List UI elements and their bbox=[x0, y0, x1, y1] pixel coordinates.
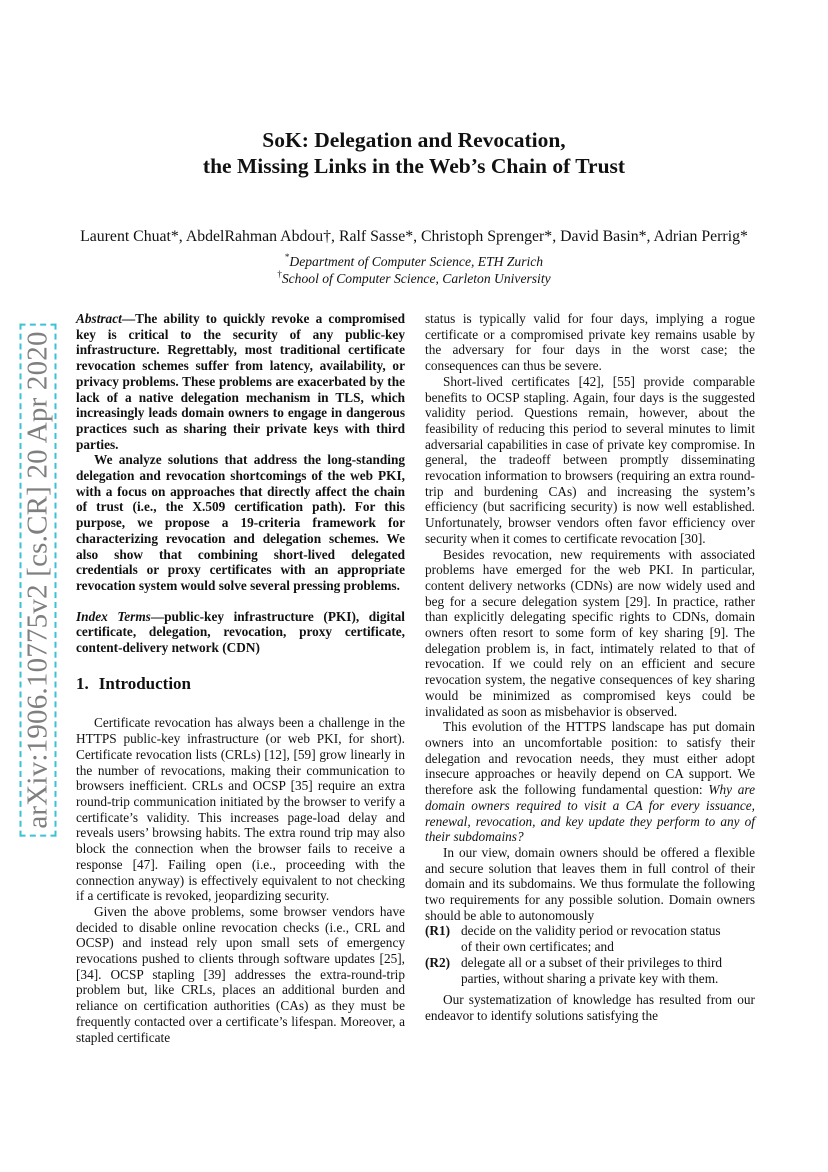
requirement-r1 bbox=[425, 923, 755, 954]
affiliation-mark: * bbox=[284, 252, 290, 262]
abstract-text-1: The ability to quickly revoke a compromised key is critical to the security of any public-key infrastructure. Regrettably, most traditional certificate revocation schemes suffer from latency, availability, or privacy problems. These problems are exacerbated by the lack of a native delegation mechanism in TLS, which increasingly leads domain owners to engage in dangerous practices such as sharing their private keys with third parties. bbox=[76, 311, 405, 452]
arxiv-identifier[interactable]: arXiv:1906.10775v2 [cs.CR] 20 Apr 2020 bbox=[20, 323, 57, 836]
index-terms-text: public-key infrastructure (PKI), digital certificate, delegation, revocation, proxy certificate, content-delivery network (CDN) bbox=[76, 608, 405, 656]
requirement-text-cont: of their own certificates; and bbox=[461, 939, 614, 955]
research-question: Why are domain owners required to visit a CA for every issuance, renewal, revocation, and key update they perform to any of their subdomains? bbox=[425, 782, 755, 845]
index-terms-dash: — bbox=[150, 608, 165, 624]
body-paragraph-short-lived: Short-lived certificates [42], [55] provide comparable benefits to OCSP stapling. Again, four days is the suggested validity period. Questions remain, however, about the feasibility of reducing this period to several minutes to limit adversarial capabilities in case of private key compromise. In general, the tradeoff between promptly disseminating revocation information to browsers (requiring an extra round-trip and burdening CAs) and increasing the system’s efficiency (but sacrificing security) is now well established. Unfortunately, browser vendors often favor efficiency over security when it comes to certificate revocation [30]. bbox=[425, 373, 755, 546]
paper-title bbox=[100, 127, 728, 179]
requirement-text-cont: parties, without sharing a private key with them. bbox=[461, 970, 719, 986]
body-paragraph-delegation: Besides revocation, new requirements with associated problems have emerged for the web PKI. In particular, content delivery networks (CDNs) are now widely used and beg for a secure delegation system [29]. In practice, rather than explicitly delegating specific rights to CDNs, domain owners often resort to some form of key sharing [9]. The delegation problem is, in fact, intimately related to that of revocation. If we could rely on an efficient and secure revocation system, the negative consequences of key sharing would be minimized as compromised keys could be invalidated as soon as misbehavior is observed. bbox=[425, 546, 755, 719]
affiliation-mark: † bbox=[277, 269, 282, 279]
requirement-label: (R2) bbox=[425, 954, 451, 970]
body-paragraph-sok: Our systematization of knowledge has resulted from our endeavor to identify solutions satisfying the bbox=[425, 992, 755, 1023]
section-heading-introduction bbox=[76, 673, 405, 693]
section-title: Introduction bbox=[98, 673, 192, 693]
arxiv-stamp bbox=[14, 330, 62, 830]
section-number: 1. bbox=[76, 673, 89, 693]
body-paragraph-continued: status is typically valid for four days, implying a rogue certificate or a compromised private key remains usable by the adversary for four days in the worst case; the consequences can thus be severe. bbox=[425, 311, 755, 374]
left-column bbox=[76, 311, 405, 1045]
abstract-label: Abstract bbox=[76, 311, 122, 326]
affiliation-carleton bbox=[100, 271, 728, 287]
index-terms bbox=[76, 609, 405, 656]
affiliation-text: School of Computer Science, Carleton University bbox=[281, 271, 551, 286]
title-line-1: SoK: Delegation and Revocation, bbox=[262, 128, 566, 152]
affiliation-eth bbox=[100, 254, 728, 270]
requirement-label: (R1) bbox=[425, 923, 451, 939]
abstract-dash: — bbox=[121, 311, 136, 326]
requirement-text: delegate all or a subset of their privileges to third bbox=[461, 954, 723, 970]
affiliation-text: Department of Computer Science, ETH Zurich bbox=[289, 254, 544, 269]
requirement-text: decide on the validity period or revocation status bbox=[461, 923, 721, 939]
abstract-paragraph-2: We analyze solutions that address the long-standing delegation and revocation shortcomings of the web PKI, with a focus on approaches that directly affect the chain of trust (i.e., the X.509 certification path). For this purpose, we propose a 19-criteria framework for characterizing revocation and delegation schemes. We also show that combining short-lived delegated credentials or proxy certificates with an appropriate revocation system would solve several pressing problems. bbox=[76, 452, 405, 593]
right-column bbox=[425, 311, 755, 1024]
requirement-r2 bbox=[425, 955, 755, 986]
intro-paragraph-1: Certificate revocation has always been a challenge in the HTTPS public-key infrastructure (or web PKI, for short). Certificate revocation lists (CRLs) [12], [59] grow linearly in the number of revocations, making their communication to browsers inefficient. CRLs and OCSP [35] require an extra round-trip communication initiated by the browser to verify a certificate’s validity. This increases page-load delay and reveals users’ browsing habits. The extra round trip may also block the connection when the browser fails to receive a response [47]. Failing open (i.e., proceeding with the connection anyway) is effectively equivalent to not checking if a certificate is revoked, jeopardizing security. bbox=[76, 715, 405, 904]
author-list: Laurent Chuat*, AbdelRahman Abdou†, Ralf Sasse*, Christoph Sprenger*, David Basin*, Adrian Perrig* bbox=[80, 228, 748, 245]
body-paragraph-requirements-intro: In our view, domain owners should be offered a flexible and secure solution that leaves them in full control of their domain and its subdomains. We thus formulate the following two requirements for any possible solution. Domain owners should be able to autonomously bbox=[425, 844, 755, 923]
body-paragraph-question bbox=[425, 719, 755, 845]
intro-paragraph-2: Given the above problems, some browser vendors have decided to disable online revocation checks (i.e., CRL and OCSP) and instead rely upon small sets of emergency revocations pushed to clients through software updates [25], [34]. OCSP stapling [39] addresses the extra-round-trip problem but, like CRLs, places an additional burden and reliance on certification authorities (CAs) as they must be frequently contacted over a certificate’s lifespan. Moreover, a stapled certificate bbox=[76, 903, 405, 1045]
title-line-2: the Missing Links in the Web’s Chain of Trust bbox=[202, 154, 626, 178]
index-terms-label: Index Terms bbox=[76, 608, 151, 624]
question-lead: This evolution of the HTTPS landscape has put domain owners into an uncomfortable position: to satisfy their delegation and revocation needs, they must either adopt insecure approaches or heavily depend on CA support. We therefore ask the following fundamental question: bbox=[425, 719, 755, 798]
abstract-paragraph-1 bbox=[76, 311, 405, 452]
